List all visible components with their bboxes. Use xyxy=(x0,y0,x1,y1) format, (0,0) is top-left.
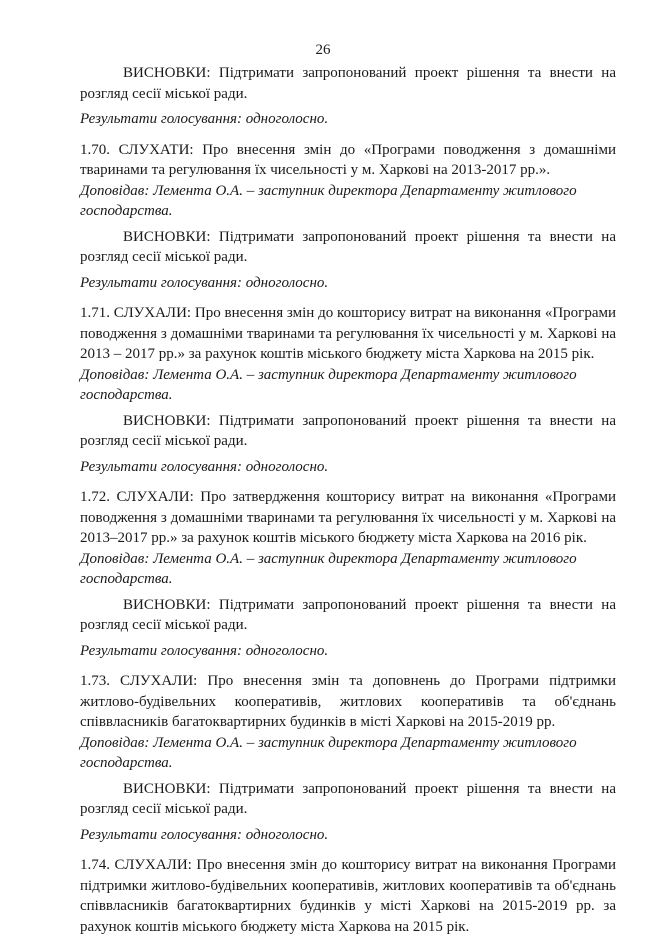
heard-text: 1.73. СЛУХАЛИ: Про внесення змін та доповнень до Програми підтримки житлово-будівельних кооперативів, житлових кооперативів та об'єднань співвласників багатоквартирних будинків в місті Харкові на 2015-2019 рр. xyxy=(80,673,616,730)
section-continuation xyxy=(80,63,616,130)
conclusion-text: ВИСНОВКИ: Підтримати запропонований проект рішення та внести на розгляд сесії міської ради. xyxy=(80,780,616,817)
section-1-73 xyxy=(80,671,616,845)
heard-text: 1.70. СЛУХАТИ: Про внесення змін до «Програми поводження з домашніми тваринами та регулювання їх чисельності у м. Харкові на 2013-2017 рр.». xyxy=(80,141,616,178)
vote-result: Результати голосування: одноголосно. xyxy=(80,111,329,127)
conclusion-text: ВИСНОВКИ: Підтримати запропонований проект рішення та внести на розгляд сесії міської ради. xyxy=(80,65,616,102)
vote-result: Результати голосування: одноголосно. xyxy=(80,826,329,843)
heard-text: 1.72. СЛУХАЛИ: Про затвердження кошторису витрат на виконання «Програми поводження з домашніми тваринами та регулювання їх чисельності у м. Харкові на 2013–2017 рр.» за рахунок коштів міського бюджету міста Харкова на 2016 рік. xyxy=(80,489,616,546)
vote-result: Результати голосування: одноголосно. xyxy=(80,274,329,291)
section-1-72 xyxy=(80,487,616,661)
section-1-70 xyxy=(80,140,616,294)
document-body xyxy=(80,63,616,937)
speaker-text: Доповідав: Лемента О.А. – заступник директора Департаменту житлового господарства. xyxy=(80,734,577,771)
conclusion-text: ВИСНОВКИ: Підтримати запропонований проект рішення та внести на розгляд сесії міської ради. xyxy=(80,228,616,265)
heard-text: 1.71. СЛУХАЛИ: Про внесення змін до кошторису витрат на виконання «Програми поводження з домашніми тваринами та регулювання їх чисельності у м. Харкові на 2013 – 2017 рр.» за рахунок коштів міського бюджету міста Харкова на 2015 рік. xyxy=(80,305,616,362)
page-number: 26 xyxy=(315,42,331,58)
conclusion-text: ВИСНОВКИ: Підтримати запропонований проект рішення та внести на розгляд сесії міської ради. xyxy=(80,412,616,449)
conclusion-text: ВИСНОВКИ: Підтримати запропонований проект рішення та внести на розгляд сесії міської ради. xyxy=(80,596,616,633)
speaker-text: Доповідав: Лемента О.А. – заступник директора Департаменту житлового господарства. xyxy=(80,366,577,403)
speaker-text: Доповідав: Лемента О.А. – заступник директора Департаменту житлового господарства. xyxy=(80,550,577,587)
vote-result: Результати голосування: одноголосно. xyxy=(80,642,329,659)
section-1-71 xyxy=(80,303,616,477)
speaker-text: Доповідав: Лемента О.А. – заступник директора Департаменту житлового господарства. xyxy=(80,182,577,219)
vote-result: Результати голосування: одноголосно. xyxy=(80,458,329,475)
section-1-74 xyxy=(80,855,616,937)
heard-text: 1.74. СЛУХАЛИ: Про внесення змін до кошторису витрат на виконання Програми підтримки житлово-будівельних кооперативів, житлових кооперативів та об'єднань співвласників багатоквартирних будинків у місті Харкові на 2015-2019 рр. за рахунок коштів міського бюджету міста Харкова на 2015 рік. xyxy=(80,857,616,935)
